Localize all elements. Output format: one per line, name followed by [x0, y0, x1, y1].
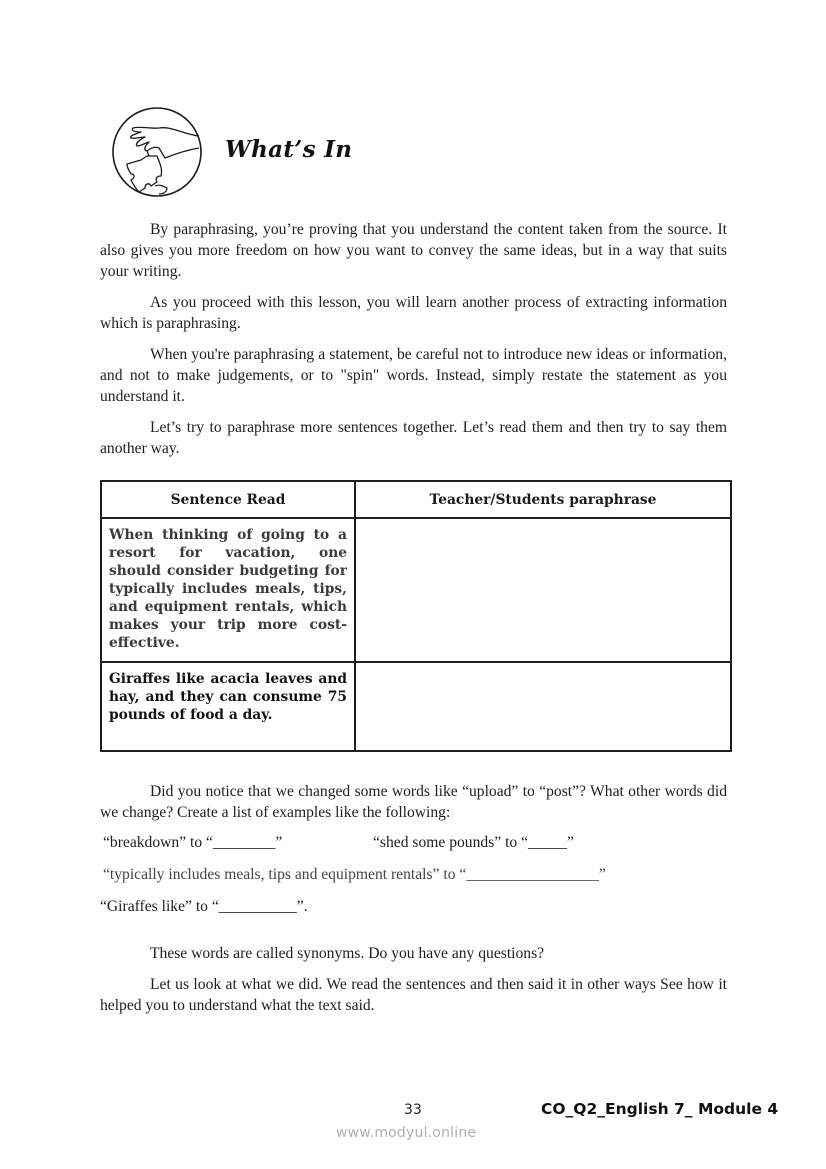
section-header: [111, 106, 411, 198]
sentence-cell: Giraffes like acacia leaves and hay, and they can consume 75 pounds of food a day.: [101, 662, 355, 751]
intro-paragraph-2: [100, 292, 727, 334]
closing-paragraph-2: [100, 974, 727, 1016]
intro-paragraph-3: [100, 344, 727, 407]
hand-holding-puzzle-piece-icon: [111, 106, 203, 198]
paragraph-text: These words are called synonyms. Do you have any questions?: [150, 945, 545, 962]
table-row: [101, 518, 731, 662]
synonym-example-giraffes-like: “Giraffes like” to “__________”.: [100, 898, 308, 915]
paragraph-text: As you proceed with this lesson, you will learn another process of extracting information which is paraphrasing.: [100, 294, 727, 332]
watermark-link[interactable]: www.modyul.online: [336, 1125, 477, 1141]
closing-paragraph-1: [100, 943, 727, 964]
paragraph-text: Let us look at what we did. We read the sentences and then said it in other ways See how it helped you to understand what the text said.: [100, 976, 727, 1014]
paragraph-text: Let’s try to paraphrase more sentences together. Let’s read them and then try to say them another way.: [100, 419, 727, 457]
paraphrase-answer-cell[interactable]: [355, 662, 731, 751]
table-header-row: [101, 481, 731, 518]
paraphrase-table: [100, 480, 732, 752]
paraphrase-answer-cell[interactable]: [355, 518, 731, 662]
synonym-example-shed-pounds: “shed some pounds” to “_____”: [373, 834, 574, 851]
column-header-paraphrase: Teacher/Students paraphrase: [355, 481, 731, 518]
sentence-cell: When thinking of going to a resort for vacation, one should consider budgeting for typically includes meals, tips, and equipment rentals, which makes your trip more cost-effective.: [101, 518, 355, 662]
synonym-example-breakdown: “breakdown” to “________”: [103, 834, 283, 851]
intro-paragraph-1: [100, 219, 727, 282]
page-number: 33: [404, 1102, 422, 1118]
module-label: CO_Q2_English 7_ Module 4: [541, 1100, 779, 1118]
synonym-prompt-paragraph: [100, 781, 727, 823]
paragraph-text: By paraphrasing, you’re proving that you understand the content taken from the source. It also gives you more freedom on how you want to convey the same ideas, but in a way that suits your writing.: [100, 221, 727, 280]
section-title: What’s In: [225, 136, 353, 163]
synonym-example-typically-includes: “typically includes meals, tips and equipment rentals” to “_________________”: [103, 866, 606, 883]
intro-paragraph-4: [100, 417, 727, 459]
paragraph-text: When you're paraphrasing a statement, be careful not to introduce new ideas or information, and not to make judgements, or to "spin" words. Instead, simply restate the statement as you understand it.: [100, 346, 727, 405]
paragraph-text: Did you notice that we changed some words like “upload” to “post”? What other words did we change? Create a list of examples like the following:: [100, 783, 727, 821]
column-header-sentence-read: Sentence Read: [101, 481, 355, 518]
table-row: [101, 662, 731, 751]
